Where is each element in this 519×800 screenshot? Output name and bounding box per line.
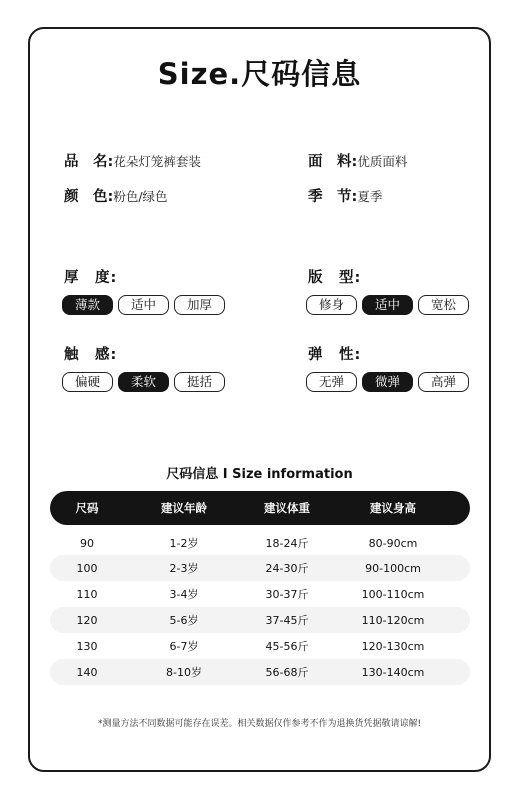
cell-height: 110-120cm bbox=[361, 613, 425, 627]
fit-option: 修身 bbox=[306, 295, 357, 315]
elasticity-option: 高弹 bbox=[418, 372, 469, 392]
info-value: 夏季 bbox=[357, 189, 383, 204]
cell-height: 80-90cm bbox=[368, 536, 418, 550]
touch-option: 挺括 bbox=[174, 372, 225, 392]
info-label: 季 节: bbox=[308, 189, 358, 205]
elasticity-option: 无弹 bbox=[306, 372, 357, 392]
cell-height: 130-140cm bbox=[361, 665, 425, 679]
cell-size: 90 bbox=[80, 536, 94, 550]
cell-age: 5-6岁 bbox=[169, 614, 199, 627]
table-row bbox=[50, 633, 470, 659]
info-color bbox=[64, 185, 168, 206]
cell-size: 100 bbox=[76, 561, 98, 575]
header-age: 建议年龄 bbox=[161, 501, 207, 515]
fit-option: 适中 bbox=[362, 295, 413, 315]
cell-weight: 45-56斤 bbox=[265, 640, 309, 653]
cell-weight: 37-45斤 bbox=[265, 614, 309, 627]
fit-option: 宽松 bbox=[418, 295, 469, 315]
header-height: 建议身高 bbox=[370, 501, 416, 515]
cell-age: 8-10岁 bbox=[166, 666, 202, 679]
cell-size: 140 bbox=[76, 665, 98, 679]
table-row bbox=[50, 659, 470, 685]
touch-options bbox=[62, 372, 225, 392]
size-table-title: 尺码信息 I Size information bbox=[166, 467, 353, 482]
thickness-option: 适中 bbox=[118, 295, 169, 315]
disclaimer-note: *测量方法不同数据可能存在误差。相关数据仅作参考不作为退换货凭据敬请谅解! bbox=[97, 719, 422, 729]
info-value: 粉色/绿色 bbox=[113, 189, 168, 204]
table-row bbox=[50, 607, 470, 633]
thickness-options bbox=[62, 295, 225, 315]
cell-weight: 56-68斤 bbox=[265, 666, 309, 679]
elasticity-options bbox=[306, 372, 469, 392]
cell-height: 100-110cm bbox=[361, 587, 425, 601]
cell-age: 2-3岁 bbox=[169, 562, 199, 575]
cell-size: 110 bbox=[76, 587, 98, 601]
thickness-option: 薄款 bbox=[62, 295, 113, 315]
thickness-option: 加厚 bbox=[174, 295, 225, 315]
size-table-header bbox=[50, 491, 470, 525]
table-row bbox=[50, 581, 470, 607]
info-label: 颜 色: bbox=[64, 189, 114, 205]
info-product-name bbox=[64, 150, 201, 171]
cell-weight: 18-24斤 bbox=[265, 537, 309, 550]
fit-label: 版 型: bbox=[308, 270, 362, 286]
cell-height: 90-100cm bbox=[365, 561, 421, 575]
cell-height: 120-130cm bbox=[361, 639, 425, 653]
cell-size: 130 bbox=[76, 639, 98, 653]
cell-weight: 30-37斤 bbox=[265, 588, 309, 601]
info-season bbox=[308, 185, 382, 206]
touch-label: 触 感: bbox=[64, 347, 118, 363]
fit-options bbox=[306, 295, 469, 315]
header-weight: 建议体重 bbox=[264, 501, 310, 515]
cell-size: 120 bbox=[76, 613, 98, 627]
info-value: 优质面料 bbox=[357, 154, 408, 169]
page-title: Size.尺码信息 bbox=[157, 57, 362, 91]
elasticity-label: 弹 性: bbox=[308, 347, 362, 363]
elasticity-option: 微弹 bbox=[362, 372, 413, 392]
info-fabric bbox=[308, 150, 407, 171]
cell-weight: 24-30斤 bbox=[265, 562, 309, 575]
info-value: 花朵灯笼裤套装 bbox=[113, 154, 201, 169]
cell-age: 6-7岁 bbox=[169, 640, 199, 653]
info-label: 面 料: bbox=[308, 154, 358, 170]
table-row bbox=[50, 530, 470, 556]
table-row bbox=[50, 555, 470, 581]
cell-age: 1-2岁 bbox=[169, 537, 199, 550]
thickness-label: 厚 度: bbox=[64, 270, 118, 286]
touch-option: 柔软 bbox=[118, 372, 169, 392]
header-size: 尺码 bbox=[75, 501, 99, 515]
cell-age: 3-4岁 bbox=[169, 588, 199, 601]
touch-option: 偏硬 bbox=[62, 372, 113, 392]
info-label: 品 名: bbox=[64, 154, 114, 170]
